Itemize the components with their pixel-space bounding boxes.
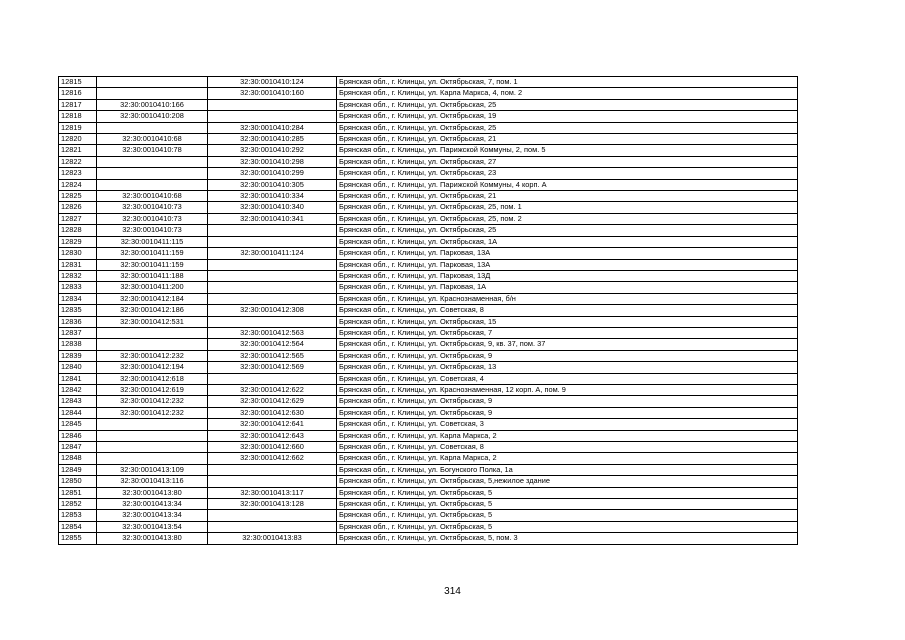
cell-cadastral-number-secondary: 32:30:0010410:334 bbox=[208, 191, 337, 202]
cell-record-number: 12845 bbox=[59, 419, 97, 430]
cell-cadastral-number bbox=[97, 179, 208, 190]
cell-address: Брянская обл., г. Клинцы, ул. Октябрьская, 27 bbox=[337, 156, 798, 167]
cell-cadastral-number-secondary: 32:30:0010413:117 bbox=[208, 487, 337, 498]
cell-cadastral-number-secondary: 32:30:0010410:341 bbox=[208, 213, 337, 224]
registry-table bbox=[58, 76, 798, 545]
cell-address: Брянская обл., г. Клинцы, ул. Советская, 8 bbox=[337, 305, 798, 316]
table-row bbox=[59, 270, 798, 281]
cell-cadastral-number-secondary bbox=[208, 510, 337, 521]
cell-cadastral-number: 32:30:0010410:68 bbox=[97, 134, 208, 145]
cell-cadastral-number bbox=[97, 339, 208, 350]
cell-record-number: 12836 bbox=[59, 316, 97, 327]
cell-cadastral-number: 32:30:0010413:34 bbox=[97, 499, 208, 510]
cell-cadastral-number: 32:30:0010412:184 bbox=[97, 293, 208, 304]
cell-cadastral-number bbox=[97, 442, 208, 453]
cell-cadastral-number-secondary: 32:30:0010410:299 bbox=[208, 168, 337, 179]
table-row bbox=[59, 350, 798, 361]
cell-cadastral-number: 32:30:0010411:200 bbox=[97, 282, 208, 293]
cell-cadastral-number bbox=[97, 430, 208, 441]
table-row bbox=[59, 111, 798, 122]
table-row bbox=[59, 179, 798, 190]
cell-cadastral-number-secondary: 32:30:0010410:124 bbox=[208, 77, 337, 88]
cell-address: Брянская обл., г. Клинцы, ул. Октябрьская, 21 bbox=[337, 134, 798, 145]
cell-address: Брянская обл., г. Клинцы, ул. Октябрьская, 9 bbox=[337, 350, 798, 361]
cell-cadastral-number-secondary: 32:30:0010412:308 bbox=[208, 305, 337, 316]
cell-record-number: 12855 bbox=[59, 533, 97, 544]
cell-record-number: 12854 bbox=[59, 521, 97, 532]
registry-table-body bbox=[59, 77, 798, 545]
cell-record-number: 12846 bbox=[59, 430, 97, 441]
cell-cadastral-number-secondary bbox=[208, 225, 337, 236]
table-row bbox=[59, 168, 798, 179]
cell-record-number: 12834 bbox=[59, 293, 97, 304]
table-row bbox=[59, 453, 798, 464]
cell-address: Брянская обл., г. Клинцы, ул. Октябрьская, 9, кв. 37, пом. 37 bbox=[337, 339, 798, 350]
cell-address: Брянская обл., г. Клинцы, ул. Богунского Полка, 1а bbox=[337, 464, 798, 475]
table-row bbox=[59, 442, 798, 453]
cell-address: Брянская обл., г. Клинцы, ул. Карла Маркса, 4, пом. 2 bbox=[337, 88, 798, 99]
cell-record-number: 12823 bbox=[59, 168, 97, 179]
table-row bbox=[59, 510, 798, 521]
table-row bbox=[59, 236, 798, 247]
cell-record-number: 12853 bbox=[59, 510, 97, 521]
cell-cadastral-number-secondary: 32:30:0010410:305 bbox=[208, 179, 337, 190]
cell-cadastral-number-secondary: 32:30:0010410:298 bbox=[208, 156, 337, 167]
cell-cadastral-number: 32:30:0010412:232 bbox=[97, 407, 208, 418]
cell-address: Брянская обл., г. Клинцы, ул. Парковая, 13А bbox=[337, 259, 798, 270]
table-row bbox=[59, 88, 798, 99]
cell-address: Брянская обл., г. Клинцы, ул. Парковая, 13А bbox=[337, 248, 798, 259]
table-row bbox=[59, 99, 798, 110]
cell-address: Брянская обл., г. Клинцы, ул. Октябрьская, 25 bbox=[337, 99, 798, 110]
cell-cadastral-number: 32:30:0010411:159 bbox=[97, 259, 208, 270]
cell-address: Брянская обл., г. Клинцы, ул. Карла Маркса, 2 bbox=[337, 430, 798, 441]
cell-cadastral-number-secondary bbox=[208, 293, 337, 304]
cell-cadastral-number: 32:30:0010412:531 bbox=[97, 316, 208, 327]
cell-address: Брянская обл., г. Клинцы, ул. Октябрьская, 13 bbox=[337, 362, 798, 373]
cell-address: Брянская обл., г. Клинцы, ул. Советская, 4 bbox=[337, 373, 798, 384]
cell-cadastral-number-secondary: 32:30:0010410:160 bbox=[208, 88, 337, 99]
cell-cadastral-number-secondary: 32:30:0010412:622 bbox=[208, 384, 337, 395]
cell-cadastral-number bbox=[97, 419, 208, 430]
table-row bbox=[59, 499, 798, 510]
cell-cadastral-number: 32:30:0010413:34 bbox=[97, 510, 208, 521]
table-row bbox=[59, 202, 798, 213]
cell-record-number: 12841 bbox=[59, 373, 97, 384]
table-row bbox=[59, 464, 798, 475]
cell-address: Брянская обл., г. Клинцы, ул. Парижской Коммуны, 4 корп. А bbox=[337, 179, 798, 190]
cell-cadastral-number: 32:30:0010410:78 bbox=[97, 145, 208, 156]
cell-record-number: 12847 bbox=[59, 442, 97, 453]
cell-cadastral-number bbox=[97, 168, 208, 179]
cell-cadastral-number: 32:30:0010410:166 bbox=[97, 99, 208, 110]
cell-address: Брянская обл., г. Клинцы, ул. Октябрьская, 7, пом. 1 bbox=[337, 77, 798, 88]
cell-cadastral-number: 32:30:0010412:232 bbox=[97, 396, 208, 407]
cell-address: Брянская обл., г. Клинцы, ул. Октябрьская, 5 bbox=[337, 510, 798, 521]
cell-record-number: 12842 bbox=[59, 384, 97, 395]
cell-address: Брянская обл., г. Клинцы, ул. Краснознаменная, б/н bbox=[337, 293, 798, 304]
table-row bbox=[59, 407, 798, 418]
cell-cadastral-number-secondary bbox=[208, 316, 337, 327]
cell-address: Брянская обл., г. Клинцы, ул. Советская, 8 bbox=[337, 442, 798, 453]
cell-record-number: 12843 bbox=[59, 396, 97, 407]
cell-address: Брянская обл., г. Клинцы, ул. Октябрьская, 23 bbox=[337, 168, 798, 179]
cell-address: Брянская обл., г. Клинцы, ул. Советская, 3 bbox=[337, 419, 798, 430]
cell-record-number: 12820 bbox=[59, 134, 97, 145]
table-row bbox=[59, 533, 798, 544]
table-row bbox=[59, 293, 798, 304]
cell-address: Брянская обл., г. Клинцы, ул. Октябрьская, 7 bbox=[337, 327, 798, 338]
cell-record-number: 12850 bbox=[59, 476, 97, 487]
table-row bbox=[59, 396, 798, 407]
cell-record-number: 12815 bbox=[59, 77, 97, 88]
cell-record-number: 12828 bbox=[59, 225, 97, 236]
cell-record-number: 12852 bbox=[59, 499, 97, 510]
cell-cadastral-number-secondary: 32:30:0010413:83 bbox=[208, 533, 337, 544]
cell-cadastral-number: 32:30:0010410:73 bbox=[97, 213, 208, 224]
cell-record-number: 12818 bbox=[59, 111, 97, 122]
table-row bbox=[59, 213, 798, 224]
table-row bbox=[59, 248, 798, 259]
cell-cadastral-number-secondary bbox=[208, 99, 337, 110]
cell-record-number: 12848 bbox=[59, 453, 97, 464]
cell-record-number: 12833 bbox=[59, 282, 97, 293]
cell-cadastral-number bbox=[97, 88, 208, 99]
cell-address: Брянская обл., г. Клинцы, ул. Октябрьская, 9 bbox=[337, 407, 798, 418]
table-row bbox=[59, 521, 798, 532]
cell-record-number: 12819 bbox=[59, 122, 97, 133]
cell-address: Брянская обл., г. Клинцы, ул. Октябрьская, 25 bbox=[337, 225, 798, 236]
cell-cadastral-number bbox=[97, 156, 208, 167]
cell-cadastral-number: 32:30:0010411:115 bbox=[97, 236, 208, 247]
table-row bbox=[59, 316, 798, 327]
cell-cadastral-number-secondary: 32:30:0010412:564 bbox=[208, 339, 337, 350]
cell-cadastral-number: 32:30:0010410:73 bbox=[97, 225, 208, 236]
cell-record-number: 12851 bbox=[59, 487, 97, 498]
cell-cadastral-number-secondary bbox=[208, 259, 337, 270]
cell-record-number: 12816 bbox=[59, 88, 97, 99]
cell-address: Брянская обл., г. Клинцы, ул. Октябрьская, 5,нежилое здание bbox=[337, 476, 798, 487]
cell-record-number: 12830 bbox=[59, 248, 97, 259]
cell-cadastral-number: 32:30:0010411:188 bbox=[97, 270, 208, 281]
cell-address: Брянская обл., г. Клинцы, ул. Октябрьская, 5 bbox=[337, 499, 798, 510]
cell-address: Брянская обл., г. Клинцы, ул. Октябрьская, 25, пом. 2 bbox=[337, 213, 798, 224]
cell-address: Брянская обл., г. Клинцы, ул. Октябрьская, 5 bbox=[337, 521, 798, 532]
cell-cadastral-number: 32:30:0010413:54 bbox=[97, 521, 208, 532]
cell-cadastral-number-secondary: 32:30:0010413:128 bbox=[208, 499, 337, 510]
table-row bbox=[59, 476, 798, 487]
cell-cadastral-number-secondary: 32:30:0010412:641 bbox=[208, 419, 337, 430]
cell-address: Брянская обл., г. Клинцы, ул. Парковая, 13Д bbox=[337, 270, 798, 281]
table-row bbox=[59, 487, 798, 498]
cell-cadastral-number-secondary: 32:30:0010412:630 bbox=[208, 407, 337, 418]
cell-cadastral-number bbox=[97, 122, 208, 133]
cell-record-number: 12821 bbox=[59, 145, 97, 156]
table-row bbox=[59, 305, 798, 316]
cell-address: Брянская обл., г. Клинцы, ул. Октябрьская, 25 bbox=[337, 122, 798, 133]
cell-cadastral-number: 32:30:0010412:619 bbox=[97, 384, 208, 395]
cell-address: Брянская обл., г. Клинцы, ул. Октябрьская, 21 bbox=[337, 191, 798, 202]
cell-cadastral-number-secondary bbox=[208, 270, 337, 281]
cell-cadastral-number-secondary: 32:30:0010412:643 bbox=[208, 430, 337, 441]
table-row bbox=[59, 225, 798, 236]
table-row bbox=[59, 327, 798, 338]
table-row bbox=[59, 156, 798, 167]
cell-record-number: 12817 bbox=[59, 99, 97, 110]
cell-cadastral-number bbox=[97, 453, 208, 464]
cell-cadastral-number: 32:30:0010413:116 bbox=[97, 476, 208, 487]
cell-cadastral-number-secondary bbox=[208, 111, 337, 122]
cell-record-number: 12840 bbox=[59, 362, 97, 373]
cell-cadastral-number: 32:30:0010413:80 bbox=[97, 533, 208, 544]
cell-cadastral-number: 32:30:0010411:159 bbox=[97, 248, 208, 259]
cell-cadastral-number: 32:30:0010410:73 bbox=[97, 202, 208, 213]
cell-cadastral-number: 32:30:0010410:208 bbox=[97, 111, 208, 122]
cell-cadastral-number-secondary: 32:30:0010410:340 bbox=[208, 202, 337, 213]
cell-cadastral-number: 32:30:0010412:186 bbox=[97, 305, 208, 316]
table-row bbox=[59, 259, 798, 270]
cell-record-number: 12831 bbox=[59, 259, 97, 270]
cell-cadastral-number-secondary bbox=[208, 282, 337, 293]
cell-record-number: 12825 bbox=[59, 191, 97, 202]
cell-cadastral-number: 32:30:0010412:618 bbox=[97, 373, 208, 384]
cell-cadastral-number-secondary: 32:30:0010412:660 bbox=[208, 442, 337, 453]
cell-cadastral-number bbox=[97, 327, 208, 338]
table-row bbox=[59, 373, 798, 384]
cell-cadastral-number: 32:30:0010412:232 bbox=[97, 350, 208, 361]
table-row bbox=[59, 145, 798, 156]
cell-cadastral-number-secondary: 32:30:0010412:569 bbox=[208, 362, 337, 373]
cell-cadastral-number-secondary: 32:30:0010410:284 bbox=[208, 122, 337, 133]
cell-record-number: 12835 bbox=[59, 305, 97, 316]
table-row bbox=[59, 134, 798, 145]
cell-cadastral-number: 32:30:0010413:80 bbox=[97, 487, 208, 498]
cell-address: Брянская обл., г. Клинцы, ул. Краснознаменная, 12 корп. А, пом. 9 bbox=[337, 384, 798, 395]
cell-record-number: 12844 bbox=[59, 407, 97, 418]
cell-address: Брянская обл., г. Клинцы, ул. Октябрьская, 5, пом. 3 bbox=[337, 533, 798, 544]
table-row bbox=[59, 419, 798, 430]
cell-address: Брянская обл., г. Клинцы, ул. Октябрьская, 25, пом. 1 bbox=[337, 202, 798, 213]
cell-cadastral-number-secondary: 32:30:0010412:565 bbox=[208, 350, 337, 361]
cell-cadastral-number: 32:30:0010410:68 bbox=[97, 191, 208, 202]
cell-address: Брянская обл., г. Клинцы, ул. Карла Маркса, 2 bbox=[337, 453, 798, 464]
cell-address: Брянская обл., г. Клинцы, ул. Октябрьская, 5 bbox=[337, 487, 798, 498]
cell-cadastral-number-secondary: 32:30:0010410:285 bbox=[208, 134, 337, 145]
cell-address: Брянская обл., г. Клинцы, ул. Октябрьская, 15 bbox=[337, 316, 798, 327]
cell-cadastral-number-secondary: 32:30:0010412:629 bbox=[208, 396, 337, 407]
table-row bbox=[59, 282, 798, 293]
table-row bbox=[59, 362, 798, 373]
cell-address: Брянская обл., г. Клинцы, ул. Октябрьская, 9 bbox=[337, 396, 798, 407]
table-row bbox=[59, 430, 798, 441]
cell-cadastral-number: 32:30:0010413:109 bbox=[97, 464, 208, 475]
cell-record-number: 12829 bbox=[59, 236, 97, 247]
cell-record-number: 12837 bbox=[59, 327, 97, 338]
cell-cadastral-number-secondary bbox=[208, 373, 337, 384]
cell-cadastral-number: 32:30:0010412:194 bbox=[97, 362, 208, 373]
cell-cadastral-number-secondary bbox=[208, 236, 337, 247]
table-row bbox=[59, 191, 798, 202]
cell-record-number: 12832 bbox=[59, 270, 97, 281]
cell-cadastral-number-secondary bbox=[208, 464, 337, 475]
table-row bbox=[59, 384, 798, 395]
cell-record-number: 12838 bbox=[59, 339, 97, 350]
table-row bbox=[59, 339, 798, 350]
cell-record-number: 12824 bbox=[59, 179, 97, 190]
cell-cadastral-number-secondary: 32:30:0010412:662 bbox=[208, 453, 337, 464]
cell-cadastral-number-secondary: 32:30:0010412:563 bbox=[208, 327, 337, 338]
cell-record-number: 12822 bbox=[59, 156, 97, 167]
table-row bbox=[59, 77, 798, 88]
cell-cadastral-number-secondary bbox=[208, 476, 337, 487]
cell-cadastral-number bbox=[97, 77, 208, 88]
table-row bbox=[59, 122, 798, 133]
cell-address: Брянская обл., г. Клинцы, ул. Октябрьская, 19 bbox=[337, 111, 798, 122]
cell-cadastral-number-secondary: 32:30:0010410:292 bbox=[208, 145, 337, 156]
cell-record-number: 12827 bbox=[59, 213, 97, 224]
cell-record-number: 12826 bbox=[59, 202, 97, 213]
cell-address: Брянская обл., г. Клинцы, ул. Октябрьская, 1А bbox=[337, 236, 798, 247]
cell-record-number: 12839 bbox=[59, 350, 97, 361]
page-number: 314 bbox=[444, 586, 461, 597]
cell-cadastral-number-secondary bbox=[208, 521, 337, 532]
cell-record-number: 12849 bbox=[59, 464, 97, 475]
cell-address: Брянская обл., г. Клинцы, ул. Парижской Коммуны, 2, пом. 5 bbox=[337, 145, 798, 156]
cell-address: Брянская обл., г. Клинцы, ул. Парковая, 1А bbox=[337, 282, 798, 293]
cell-cadastral-number-secondary: 32:30:0010411:124 bbox=[208, 248, 337, 259]
